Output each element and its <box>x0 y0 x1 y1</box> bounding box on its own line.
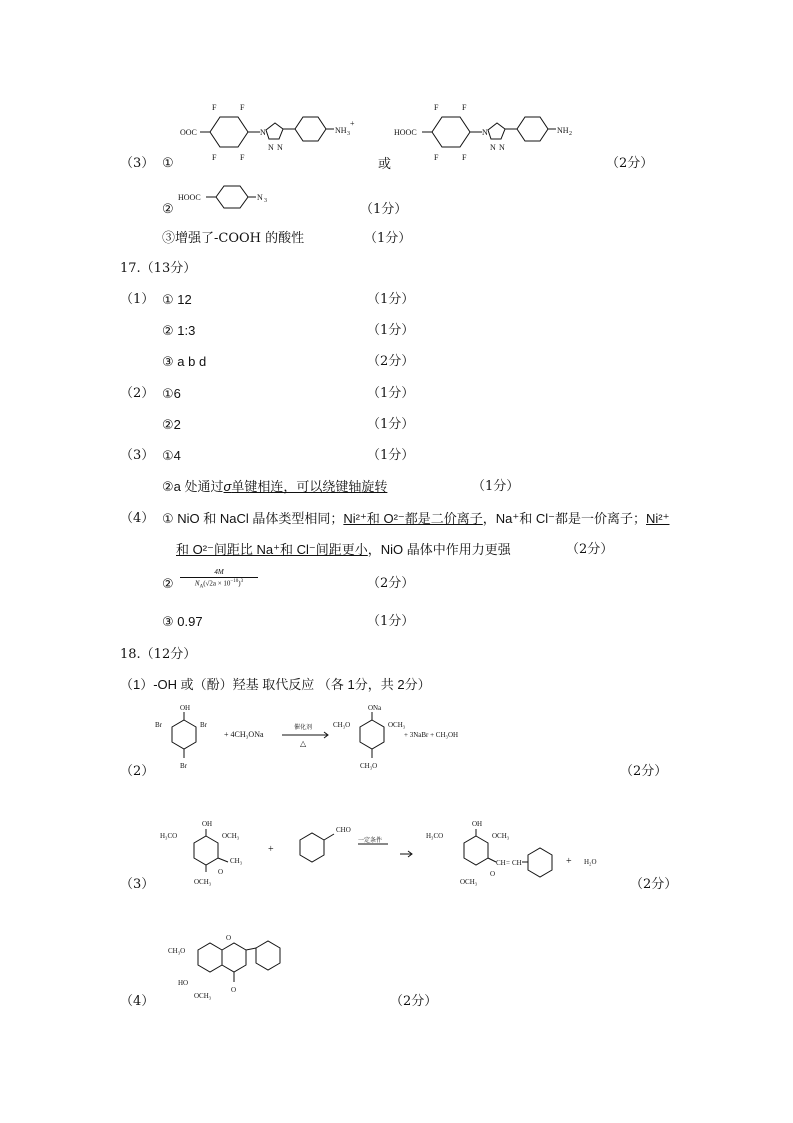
svg-text:Br: Br <box>180 762 187 770</box>
svg-text:NH: NH <box>335 126 347 135</box>
q18-part4-label: （4） <box>120 994 155 1009</box>
q17-part1-b: ② 1:3 <box>162 323 196 338</box>
q17-part1-b-score: （1分） <box>367 323 415 338</box>
q16-part3-score3: （1分） <box>364 231 412 246</box>
q17-part2-a-score: （1分） <box>367 386 415 401</box>
q17-part2-b: ②2 <box>162 417 181 432</box>
svg-text:O: O <box>218 868 224 876</box>
svg-text:H₃CO: H₃CO <box>160 832 178 840</box>
svg-text:F: F <box>434 153 439 162</box>
svg-text:+: + <box>566 856 572 867</box>
svg-text:OH: OH <box>202 820 213 828</box>
svg-text:N: N <box>257 193 263 202</box>
q17-part4-label: （4） <box>120 511 155 526</box>
svg-text:OCH₃: OCH₃ <box>460 878 478 886</box>
svg-text:OCH₃: OCH₃ <box>222 832 240 840</box>
svg-text:H₃CO: H₃CO <box>426 832 444 840</box>
q17-part1-c: ③ a b d <box>162 354 207 369</box>
svg-text:F: F <box>212 103 217 112</box>
q16-part3-sub2: ② <box>162 202 174 217</box>
svg-text:F: F <box>462 153 467 162</box>
q17-part3-a-score: （1分） <box>367 448 415 463</box>
q16-part3-label: （3） <box>120 156 155 171</box>
structure-b <box>394 95 604 165</box>
structure-c <box>178 182 288 216</box>
svg-text:HO: HO <box>178 979 189 987</box>
q17-part4-formula-label: ② <box>162 576 174 591</box>
svg-text:CH₃O: CH₃O <box>333 721 351 729</box>
svg-text:+: + <box>350 119 355 128</box>
svg-text:NH: NH <box>557 126 569 135</box>
svg-text:O: O <box>231 986 237 994</box>
q18-part3-label: （3） <box>120 877 155 892</box>
q17-part4-line2: 和 O²⁻间距比 Na⁺和 Cl⁻间距更小，NiO 晶体中作用力更强 <box>176 542 511 557</box>
q17-part1-c-score: （2分） <box>367 354 415 369</box>
q16-part3-score2: （1分） <box>360 202 408 217</box>
svg-text:OCH₃: OCH₃ <box>194 992 212 1000</box>
q18-part1: （1）-OH 或（酚）羟基 取代反应 （各 1分，共 2分） <box>120 677 431 692</box>
reaction-2 <box>150 700 510 780</box>
svg-text:H₂O: H₂O <box>584 858 597 866</box>
svg-text:N: N <box>499 143 505 152</box>
q17-part4-line1: ① NiO 和 NaCl 晶体类型相同；Ni²⁺和 O²⁻都是二价离子，Na⁺和 Cl⁻都是一价离子；Ni²⁺ <box>162 511 670 526</box>
q18-part2-score: （2分） <box>620 764 668 779</box>
q18-header: 18.（12分） <box>120 647 197 662</box>
q16-part3-score1: （2分） <box>606 156 654 171</box>
svg-text:ONa: ONa <box>368 704 382 712</box>
svg-text:O: O <box>490 870 496 878</box>
svg-text:N: N <box>482 128 488 137</box>
q17-header: 17.（13分） <box>120 261 197 276</box>
svg-text:OCH₃: OCH₃ <box>194 878 212 886</box>
mol-a-cooc: OOC <box>180 128 197 137</box>
svg-text:=: = <box>506 859 510 867</box>
svg-text:OCH₃: OCH₃ <box>388 721 406 729</box>
svg-text:△: △ <box>300 739 307 748</box>
svg-text:HOOC: HOOC <box>178 193 201 202</box>
density-formula: 4M $N_A(√2a \times 10^{-10})^3$ <box>180 568 258 590</box>
svg-text:HOOC: HOOC <box>394 128 417 137</box>
structure-a <box>180 95 380 165</box>
svg-text:OH: OH <box>472 820 483 828</box>
svg-text:+: + <box>268 844 274 855</box>
q17-part4-formula-score: （2分） <box>367 576 415 591</box>
svg-text:+ 3NaBr + CH₃OH: + 3NaBr + CH₃OH <box>404 731 459 739</box>
q17-part3-b: ②a 处通过σ单键相连，可以绕键轴旋转 <box>162 479 388 494</box>
svg-text:F: F <box>462 103 467 112</box>
svg-text:Br: Br <box>155 721 162 729</box>
svg-text:OCH₃: OCH₃ <box>492 832 510 840</box>
svg-text:催化剂: 催化剂 <box>294 725 313 731</box>
svg-text:Br: Br <box>200 721 207 729</box>
flavone-structure <box>160 930 300 1010</box>
svg-text:3: 3 <box>347 131 350 137</box>
svg-text:F: F <box>212 153 217 162</box>
reaction-3 <box>150 816 610 896</box>
svg-text:OH: OH <box>180 704 191 712</box>
svg-text:O: O <box>226 934 232 942</box>
svg-text:CH₃: CH₃ <box>230 857 243 865</box>
q17-part3-label: （3） <box>120 448 155 463</box>
q16-part3-sub1: ① <box>162 156 174 171</box>
q17-part1-a-score: （1分） <box>367 292 415 307</box>
q17-part2-b-score: （1分） <box>367 417 415 432</box>
svg-text:2: 2 <box>569 131 572 137</box>
svg-text:CH₃O: CH₃O <box>168 947 186 955</box>
q18-part3-score: （2分） <box>630 877 678 892</box>
q18-part4-score: （2分） <box>390 994 438 1009</box>
q17-part3-a: ①4 <box>162 448 181 463</box>
q18-part2-label: （2） <box>120 764 155 779</box>
svg-text:F: F <box>434 103 439 112</box>
svg-text:N: N <box>490 143 496 152</box>
q17-part4-c-score: （1分） <box>367 614 415 629</box>
svg-text:+ 4CH₃ONa: + 4CH₃ONa <box>224 730 264 739</box>
svg-text:CHO: CHO <box>336 826 351 834</box>
or-text: 或 <box>378 156 392 171</box>
svg-text:CH: CH <box>512 859 522 867</box>
svg-text:N: N <box>277 143 283 152</box>
q17-part4-c: ③ 0.97 <box>162 614 203 629</box>
svg-text:一定条件: 一定条件 <box>358 838 383 844</box>
svg-text:CH₃O: CH₃O <box>360 762 378 770</box>
svg-text:F: F <box>240 103 245 112</box>
q17-part2-label: （2） <box>120 386 155 401</box>
q17-part3-b-score: （1分） <box>472 479 520 494</box>
q17-part1-label: （1） <box>120 292 155 307</box>
q17-part2-a: ①6 <box>162 386 181 401</box>
svg-text:CH: CH <box>496 859 506 867</box>
q16-part3-item3: ③增强了-COOH 的酸性 <box>162 231 305 246</box>
q17-part1-a: ① 12 <box>162 292 192 307</box>
svg-text:3: 3 <box>264 198 267 204</box>
svg-text:N: N <box>260 128 266 137</box>
q17-part4-line2-score: （2分） <box>566 542 614 557</box>
svg-text:N: N <box>268 143 274 152</box>
svg-text:F: F <box>240 153 245 162</box>
